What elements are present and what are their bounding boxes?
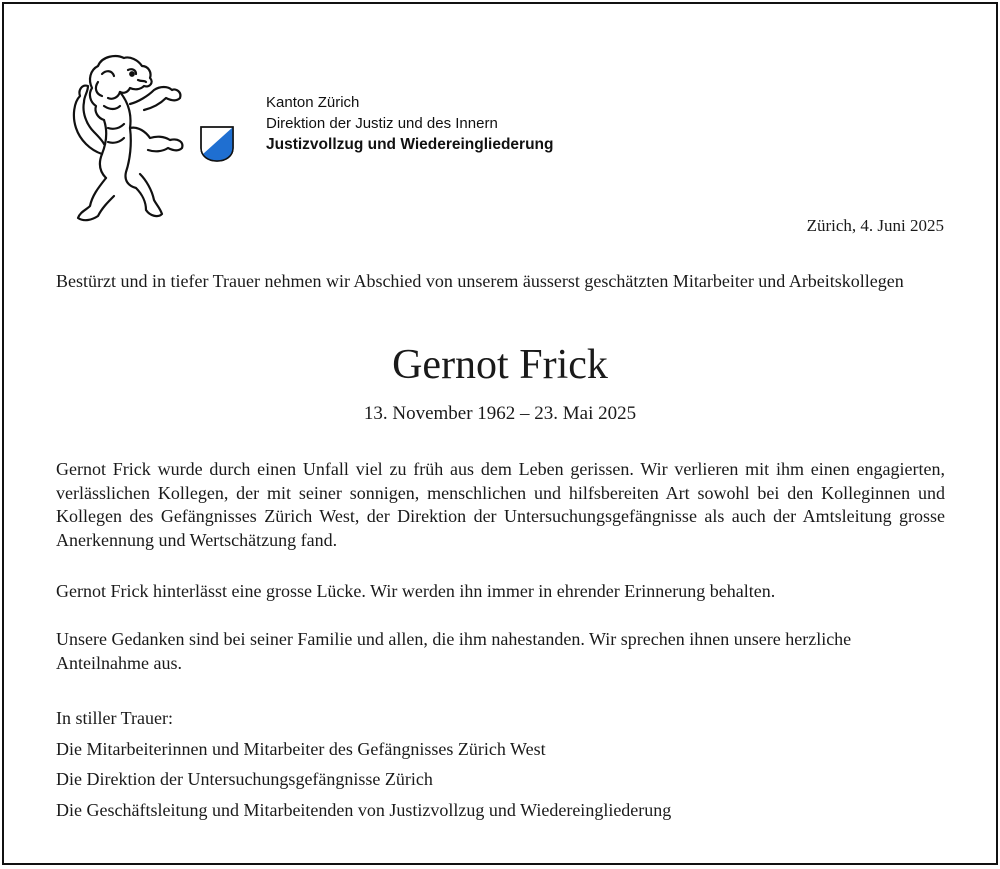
org-department: Justizvollzug und Wiedereingliederung <box>266 136 554 153</box>
signature-heading: In stiller Trauer: <box>56 708 173 728</box>
signature-line: Die Mitarbeiterinnen und Mitarbeiter des Gefängnisses Zürich West <box>56 738 546 759</box>
org-canton: Kanton Zürich <box>266 94 360 111</box>
signature-block <box>56 703 671 825</box>
signature-line: Die Direktion der Untersuchungsgefängnisse Zürich <box>56 769 433 789</box>
paragraph-tribute: Gernot Frick wurde durch einen Unfall viel zu früh aus dem Leben gerissen. Wir verlieren mit ihm einen engagierten, verlässlichen Kollegen, der mit seiner sonnigen, menschlichen und hilfsbereiten Art sowohl bei den Kolleginnen und Kollegen des Gefängnisses Zürich West, der Direktion der Untersuchungsgefängnisse als auch der Amtsleitung grosse Anerkennung und Wertschätzung fand. <box>56 459 945 550</box>
deceased-name: Gernot Frick <box>392 342 608 388</box>
paragraph-condolence: Unsere Gedanken sind bei seiner Familie und allen, die ihm nahestanden. Wir sprechen ihnen unsere herzliche Anteilnahme aus. <box>56 629 852 673</box>
life-dates: 13. November 1962 – 23. Mai 2025 <box>363 403 637 424</box>
zurich-lion-icon <box>58 52 198 230</box>
intro-text: Bestürzt und in tiefer Trauer nehmen wir Abschied von unserem äusserst geschätzten Mitarbeiter und Arbeitskollegen <box>56 271 904 291</box>
date-line: Zürich, 4. Juni 2025 <box>806 216 944 235</box>
organization-header <box>266 92 554 155</box>
zurich-shield-icon <box>200 126 234 162</box>
signature-line: Die Geschäftsleitung und Mitarbeitenden von Justizvollzug und Wiedereingliederung <box>56 799 672 820</box>
org-directorate: Direktion der Justiz und des Innern <box>266 115 498 132</box>
paragraph-memory: Gernot Frick hinterlässt eine grosse Lücke. Wir werden ihn immer in ehrender Erinnerung behalten. <box>56 581 776 601</box>
